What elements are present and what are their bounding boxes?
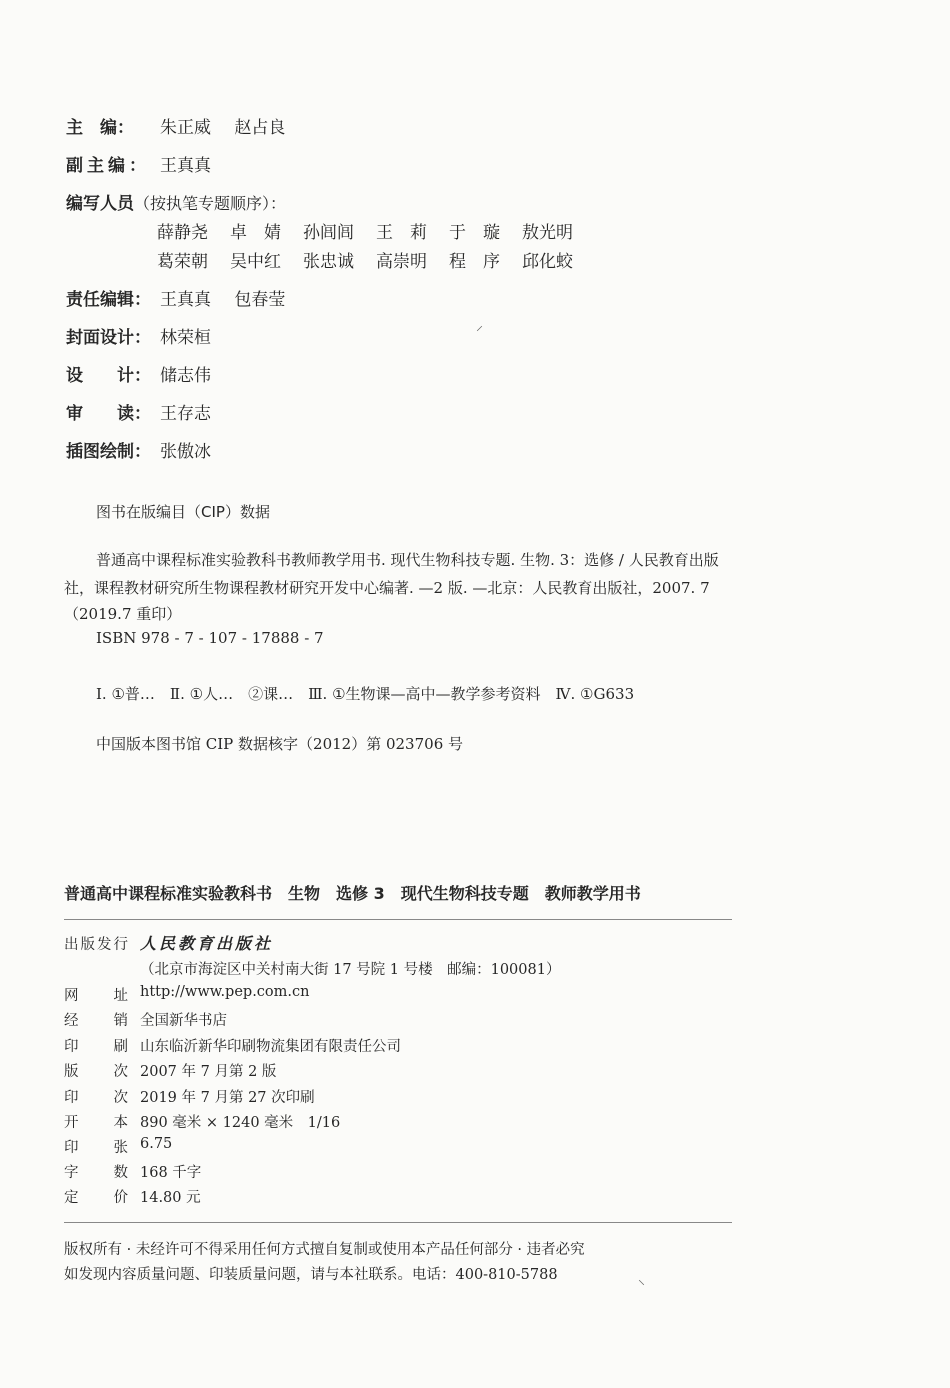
writers-row <box>66 189 286 214</box>
chief-editor-name: 朱正威 <box>160 118 211 138</box>
design-row <box>66 361 211 386</box>
cover-design-label: 封面设计： <box>66 328 151 348</box>
info-value: 168 千字 <box>140 1165 202 1181</box>
info-value: 2019 年 7 月第 27 次印刷 <box>140 1090 315 1106</box>
info-value: 全国新华书店 <box>140 1013 227 1029</box>
responsible-editor-names <box>160 285 285 310</box>
responsible-editor-name: 包春莹 <box>234 290 286 310</box>
cip-heading: 图书在版编目（CIP）数据 <box>96 503 270 521</box>
writer-name: 邱化蛟 <box>522 252 573 272</box>
publisher-row <box>64 931 273 954</box>
writer-name: 张忠诚 <box>303 252 354 272</box>
book-title-topic: 现代生物科技专题 <box>400 884 529 903</box>
design-label: 设 计： <box>66 366 151 386</box>
info-row-website <box>64 984 309 1005</box>
writer-name: 程 序 <box>449 252 500 272</box>
deputy-editor-name: 王真真 <box>160 156 211 176</box>
writer-name: 孙闾闾 <box>303 223 354 243</box>
writer-name: 葛荣朝 <box>157 252 208 272</box>
info-row-distribution <box>64 1009 227 1030</box>
info-row-edition <box>64 1060 276 1081</box>
publisher-address: （北京市海淀区中关村南大街 17 号院 1 号楼 邮编：100081） <box>140 962 561 978</box>
writers-label: 编写人员 <box>66 194 134 214</box>
cip-line-2: 社，课程教材研究所生物课程教材研究开发中心编著. —2 版. —北京：人民教育出版社，2007. 7 <box>64 579 710 597</box>
responsible-editor-row <box>66 285 285 310</box>
info-value: 890 毫米 × 1240 毫米 1/16 <box>140 1115 341 1131</box>
responsible-editor-name: 王真真 <box>160 290 211 310</box>
cip-classification: Ⅰ. ①普… Ⅱ. ①人… ②课… Ⅲ. ①生物课—高中—教学参考资料 Ⅳ. ①G633 <box>96 685 635 703</box>
publisher-logo: 人民教育出版社 <box>140 934 274 953</box>
illustration-row <box>66 437 211 462</box>
divider-top <box>64 919 732 920</box>
writer-name: 高崇明 <box>376 252 427 272</box>
info-label: 印 张 <box>64 1140 128 1156</box>
writer-name: 卓 婧 <box>230 223 281 243</box>
book-title-series: 普通高中课程标准实验教科书 <box>64 884 273 903</box>
info-label: 版 次 <box>64 1064 128 1080</box>
writers-list-1 <box>157 218 595 243</box>
cip-number: 中国版本图书馆 CIP 数据核字（2012）第 023706 号 <box>96 735 464 753</box>
info-label: 网 址 <box>64 988 128 1004</box>
design-name: 储志伟 <box>160 366 211 386</box>
cip-line-3: （2019.7 重印） <box>64 605 182 623</box>
illustration-label: 插图绘制： <box>66 442 151 462</box>
responsible-editor-label: 责任编辑： <box>66 290 151 310</box>
book-title <box>64 881 657 904</box>
info-value: http://www.pep.com.cn <box>140 984 310 1000</box>
writers-note: （按执笔专题顺序）： <box>134 194 287 213</box>
info-value: 14.80 元 <box>140 1190 201 1206</box>
pen-mark-icon: ⸜ <box>638 1272 645 1288</box>
info-row-printer <box>64 1035 401 1056</box>
contact-notice: 如发现内容质量问题、印装质量问题，请与本社联系。电话：400-810-5788 <box>64 1267 558 1283</box>
deputy-editor-row <box>66 151 211 176</box>
info-row-price <box>64 1186 201 1207</box>
cover-design-row <box>66 323 211 348</box>
proofread-row <box>66 399 211 424</box>
info-label: 印 刷 <box>64 1039 128 1055</box>
writer-name: 吴中红 <box>230 252 281 272</box>
cip-line-1: 普通高中课程标准实验教科书教师教学用书. 现代生物科技专题. 生物. 3：选修 / 人民教育出版 <box>96 551 719 569</box>
info-value: 山东临沂新华印刷物流集团有限责任公司 <box>140 1039 401 1055</box>
book-title-elective: 选修 3 <box>336 884 385 903</box>
info-row-word-count <box>64 1161 201 1182</box>
writer-name: 薛静尧 <box>157 223 208 243</box>
info-row-format <box>64 1111 340 1132</box>
info-row-printing <box>64 1086 315 1107</box>
chief-editor-label: 主 编： <box>66 118 134 138</box>
copyright-notice: 版权所有 · 未经许可不得采用任何方式擅自复制或使用本产品任何部分 · 违者必究 <box>64 1242 585 1258</box>
writer-name: 于 璇 <box>449 223 500 243</box>
info-label: 印 次 <box>64 1090 128 1106</box>
info-value: 2007 年 7 月第 2 版 <box>140 1064 277 1080</box>
chief-editor-row <box>66 113 285 138</box>
info-label: 定 价 <box>64 1190 128 1206</box>
info-label: 字 数 <box>64 1165 128 1181</box>
publisher-label: 出版发行 <box>64 937 128 953</box>
writer-name: 王 莉 <box>376 223 427 243</box>
pen-mark-icon: ⸝ <box>476 318 483 334</box>
cover-design-name: 林荣桓 <box>160 328 211 348</box>
chief-editor-names <box>160 113 285 138</box>
info-label: 开 本 <box>64 1115 128 1131</box>
book-title-type: 教师教学用书 <box>544 884 641 903</box>
info-row-sheets <box>64 1136 172 1157</box>
proofread-label: 审 读： <box>66 404 151 424</box>
writers-list-2 <box>157 247 595 272</box>
cip-isbn: ISBN 978 - 7 - 107 - 17888 - 7 <box>96 629 324 647</box>
book-title-subject: 生物 <box>288 884 321 903</box>
proofread-name: 王存志 <box>160 404 211 424</box>
info-value: 6.75 <box>140 1136 173 1152</box>
writer-name: 敖光明 <box>522 223 573 243</box>
chief-editor-name: 赵占良 <box>234 118 286 138</box>
divider-bottom <box>64 1222 732 1223</box>
deputy-editor-label: 副主编： <box>66 156 150 176</box>
illustration-name: 张傲冰 <box>160 442 211 462</box>
info-label: 经 销 <box>64 1013 128 1029</box>
